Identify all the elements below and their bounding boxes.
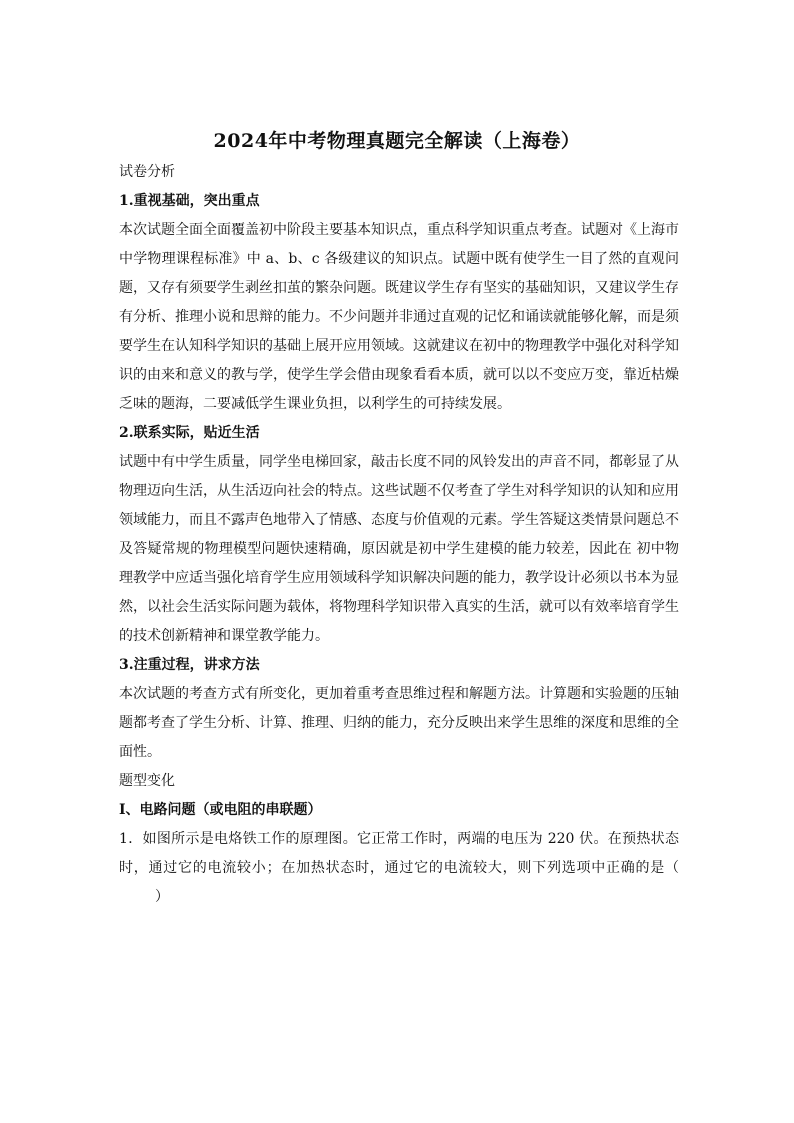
subsection-heading: Ⅰ、电路问题（或电阻的串联题） [119,802,322,818]
point-body-1: 本次试题全面全面覆盖初中阶段主要基本知识点，重点科学知识重点考查。试题对《上海市中学物理课程标准》中 a、b、c 各级建议的知识点。试题中既有使学生一目了然的直观问题，又存有须要学生剥丝扣茧的繁杂问题。既建议学生存有坚实的基础知识，又建议学生存有分析、推理小说和思辩的能力。不少问题并非通过直观的记忆和诵读就能够化解，而是须要学生在认知科学知识的基础上展开应用领域。这就建议在初中的物理教学中强化对科学知识的由来和意义的教与学，使学生学会借由现象看看本质，就可以以不变应万变，靠近枯燥乏味的题海，二要减低学生课业负担，以利学生的可持续发展。 [119,222,679,412]
question-close-paren: ） [155,889,169,905]
section-label-analysis: 试卷分析 [119,164,175,180]
document-title: 2024年中考物理真题完全解读（上海卷） [213,130,581,152]
point-body-3: 本次试题的考查方式有所变化，更加着重考查思维过程和解题方法。计算题和实验题的压轴题都考查了学生分析、计算、推理、归纳的能力，充分反映出来学生思维的深度和思维的全面性。 [119,686,679,760]
question-1 [119,825,679,912]
point-heading-2: 2.联系实际，贴近生活 [119,425,260,441]
point-heading-1: 1.重视基础，突出重点 [119,193,260,209]
question-text: 如图所示是电烙铁工作的原理图。它正常工作时，两端的电压为 220 伏。在预热状态时，通过它的电流较小；在加热状态时，通过它的电流较大，则下列选项中正确的是（ [119,831,679,876]
point-heading-3: 3.注重过程，讲求方法 [119,657,260,673]
question-number: 1． [119,831,143,847]
document-body [119,158,679,912]
section-label-types: 题型变化 [119,773,175,789]
point-body-2: 试题中有中学生质量，同学坐电梯回家，敲击长度不同的风铃发出的声音不同，都彰显了从物理迈向生活，从生活迈向社会的特点。这些试题不仅考查了学生对科学知识的认知和应用领域能力，而且不露声色地带入了情感、态度与价值观的元素。学生答疑这类情景问题总不及答疑常规的物理模型问题快速精确，原因就是初中学生建模的能力较差，因此在 初中物理教学中应适当强化培育学生应用领域科学知识解决问题的能力，教学设计必须以书本为显然，以社会生活实际问题为载体，将物理科学知识带入真实的生活，就可以有效率培育学生的技术创新精神和课堂教学能力。 [119,454,679,644]
